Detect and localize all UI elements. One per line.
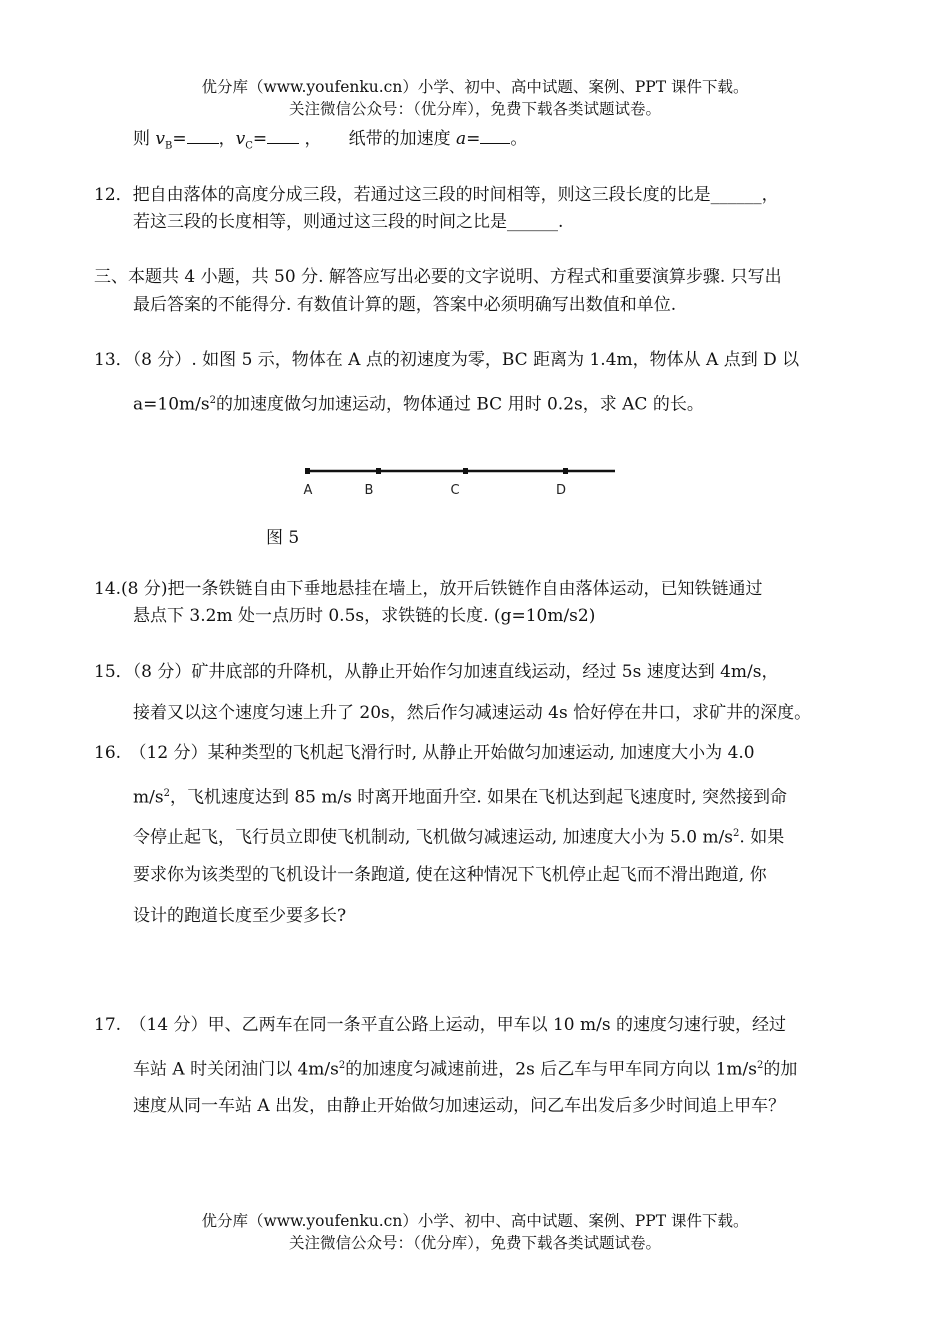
- comma-1: ，: [218, 129, 236, 149]
- q16-line-3-end: . 如果: [739, 827, 785, 848]
- point-d-label: D: [555, 483, 567, 498]
- q16-line-2: [133, 782, 787, 810]
- q16-line-2-rest: ，飞机速度达到 85 m/s 时离开地面升空. 如果在飞机达到起飞速度时, 突然接到命: [169, 787, 787, 808]
- q13-line-2: [133, 389, 704, 417]
- vb-sub: B: [165, 140, 173, 152]
- vc-var: v: [235, 129, 246, 149]
- q16-line-1: 16. （12 分）某种类型的飞机起飞滑行时, 从静止开始做匀加速运动, 加速度大小为 4.0: [94, 743, 755, 763]
- page-header: [0, 76, 950, 120]
- figure-5-diagram: [295, 460, 625, 502]
- q14-line-1: 14.(8 分)把一条铁链自由下垂地悬挂在墙上，放开后铁链作自由落体运动，已知铁链通过: [94, 579, 763, 599]
- q13-rest: 的加速度做匀加速运动，物体通过 BC 用时 0.2s，求 AC 的长。: [215, 394, 704, 415]
- q12-line-1: 12．把自由落体的高度分成三段，若通过这三段的时间相等，则这三段长度的比是______，: [94, 185, 779, 205]
- q16-line-5: 设计的跑道长度至少要多长?: [133, 906, 347, 926]
- q17-line-2-a: 车站 A 时关闭油门以 4m/s: [133, 1059, 339, 1080]
- header-line-1: 优分库（www.youfenku.cn）小学、初中、高中试题、案例、PPT 课件下载。: [201, 78, 749, 96]
- q16-line-3: [133, 822, 784, 850]
- comma-2: ，: [304, 129, 322, 149]
- q13-sup: 2: [209, 395, 216, 406]
- q16-sup-2: 2: [733, 828, 740, 839]
- q13-line-1: 13．（8 分）. 如图 5 示，物体在 A 点的初速度为零，BC 距离为 1.4m，物体从 A 点到 D 以: [94, 350, 800, 370]
- q11-prefix: 则: [133, 129, 156, 149]
- figure-5-caption: 图 5: [266, 528, 300, 548]
- q11-end: 。: [510, 129, 528, 149]
- q11-mid: 纸带的加速度: [348, 129, 456, 149]
- q16-line-3-main: 令停止起飞，飞行员立即使飞机制动, 飞机做匀减速运动, 加速度大小为 5.0 m/s: [133, 827, 734, 848]
- a-eq: =: [466, 129, 481, 149]
- vb-blank[interactable]: [187, 127, 219, 144]
- q15-line-2: 接着又以这个速度匀速上升了 20s，然后作匀减速运动 4s 恰好停在井口，求矿井的深度。: [133, 703, 812, 723]
- point-a-tick: [305, 468, 310, 474]
- a-var: a: [455, 129, 467, 149]
- point-b-label: B: [364, 483, 374, 498]
- vc-sub: C: [245, 140, 253, 152]
- q12-line-2: 若这三段的长度相等，则通过这三段的时间之比是______.: [133, 212, 564, 232]
- q17-sup-2: 2: [757, 1060, 764, 1071]
- q17-line-2-c: 的加: [763, 1059, 798, 1080]
- vc-blank[interactable]: [267, 127, 299, 144]
- footer-line-2: 关注微信公众号：（优分库），免费下载各类试题试卷。: [288, 1234, 661, 1252]
- q16-sup-1: 2: [163, 788, 170, 799]
- section3-line-2: 最后答案的不能得分. 有数值计算的题，答案中必须明确写出数值和单位.: [133, 295, 677, 315]
- q14-line-2: 悬点下 3.2m 处一点历时 0.5s，求铁链的长度. (g=10m/s2): [133, 606, 596, 626]
- q13-accel: a=10m/s: [133, 394, 210, 415]
- q16-unit: m/s: [133, 787, 164, 808]
- point-c-label: C: [450, 483, 460, 498]
- vb-eq: =: [172, 129, 187, 149]
- a-blank[interactable]: [480, 127, 510, 144]
- point-a-label: A: [303, 483, 313, 498]
- vc-eq: =: [252, 129, 268, 149]
- q17-line-1: 17. （14 分）甲、乙两车在同一条平直公路上运动，甲车以 10 m/s 的速度匀速行驶，经过: [94, 1015, 786, 1035]
- footer-line-1: 优分库（www.youfenku.cn）小学、初中、高中试题、案例、PPT 课件下载。: [201, 1212, 749, 1230]
- q17-line-2-b: 的加速度匀减速前进，2s 后乙车与甲车同方向以 1m/s: [345, 1059, 758, 1080]
- header-line-2: 关注微信公众号：（优分库），免费下载各类试题试卷。: [288, 100, 661, 118]
- point-b-tick: [376, 468, 381, 474]
- vb-var: v: [155, 129, 166, 149]
- q15-line-1: 15．（8 分）矿井底部的升降机，从静止开始作匀加速直线运动，经过 5s 速度达到 4m/s，: [94, 662, 779, 682]
- q17-sup-1: 2: [338, 1060, 346, 1071]
- q16-line-4: 要求你为该类型的飞机设计一条跑道, 使在这种情况下飞机停止起飞而不滑出跑道, 你: [133, 865, 767, 885]
- page-footer: [0, 1210, 950, 1254]
- point-d-tick: [563, 468, 568, 474]
- q17-line-2: [133, 1054, 797, 1082]
- point-c-tick: [463, 468, 468, 474]
- q17-line-3: 速度从同一车站 A 出发，由静止开始做匀加速运动，问乙车出发后多少时间追上甲车？: [133, 1096, 786, 1116]
- section3-line-1: 三、本题共 4 小题，共 50 分. 解答应写出必要的文字说明、方程式和重要演算步骤. 只写出: [94, 267, 782, 287]
- q11-tail: [133, 127, 527, 158]
